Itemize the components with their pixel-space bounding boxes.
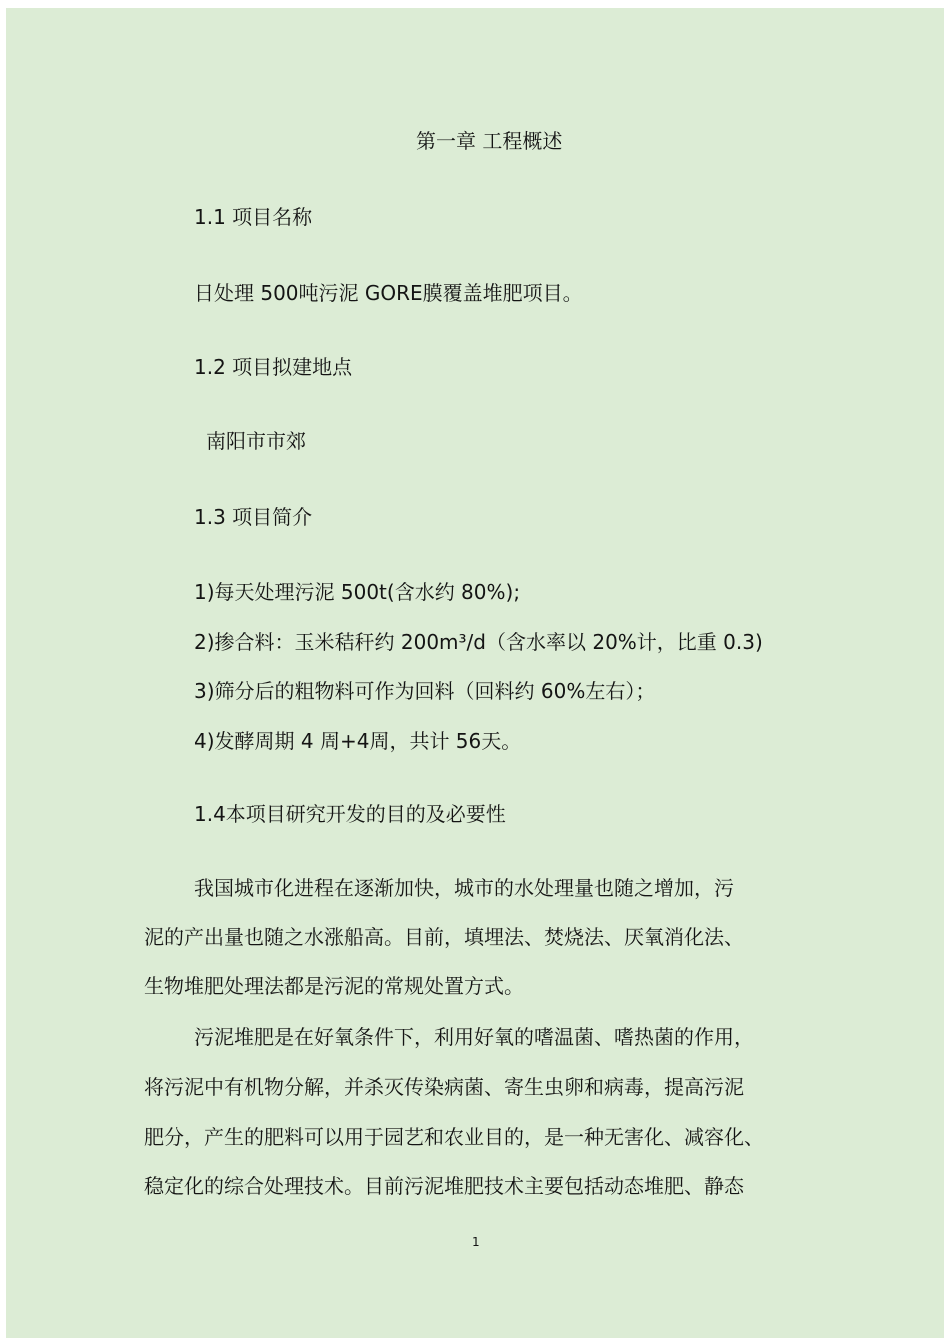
section-heading-1-3: 1.3 项目简介	[194, 505, 313, 529]
project-name-text: 日处理 500吨污泥 GORE膜覆盖堆肥项目。	[194, 281, 583, 305]
paragraph-line: 泥的产出量也随之水涨船高。目前，填埋法、焚烧法、厌氧消化法、	[144, 925, 744, 949]
intro-item: 4)发酵周期 4 周+4周，共计 56天。	[194, 729, 522, 753]
paragraph-line: 生物堆肥处理法都是污泥的常规处置方式。	[144, 974, 524, 998]
section-heading-1-4: 1.4本项目研究开发的目的及必要性	[194, 802, 506, 826]
intro-item: 2)掺合料：玉米秸秆约 200m³/d（含水率以 20%计，比重 0.3)	[194, 630, 763, 654]
paragraph-line: 将污泥中有机物分解，并杀灭传染病菌、寄生虫卵和病毒，提高污泥	[144, 1075, 744, 1099]
document-page	[6, 8, 944, 1338]
section-heading-1-2: 1.2 项目拟建地点	[194, 355, 353, 379]
intro-item: 1)每天处理污泥 500t(含水约 80%);	[194, 580, 521, 604]
paragraph-line: 稳定化的综合处理技术。目前污泥堆肥技术主要包括动态堆肥、静态	[144, 1174, 744, 1198]
intro-item: 3)筛分后的粗物料可作为回料（回料约 60%左右）；	[194, 679, 656, 703]
paragraph-line: 我国城市化进程在逐渐加快，城市的水处理量也随之增加，污	[194, 876, 734, 900]
paragraph-line: 污泥堆肥是在好氧条件下，利用好氧的嗜温菌、嗜热菌的作用，	[194, 1025, 754, 1049]
paragraph-line: 肥分，产生的肥料可以用于园艺和农业目的，是一种无害化、减容化、	[144, 1125, 764, 1149]
section-heading-1-1: 1.1 项目名称	[194, 205, 313, 229]
page-number: 1	[472, 1235, 480, 1249]
location-text: 南阳市市郊	[206, 429, 306, 453]
chapter-title: 第一章 工程概述	[416, 129, 563, 153]
